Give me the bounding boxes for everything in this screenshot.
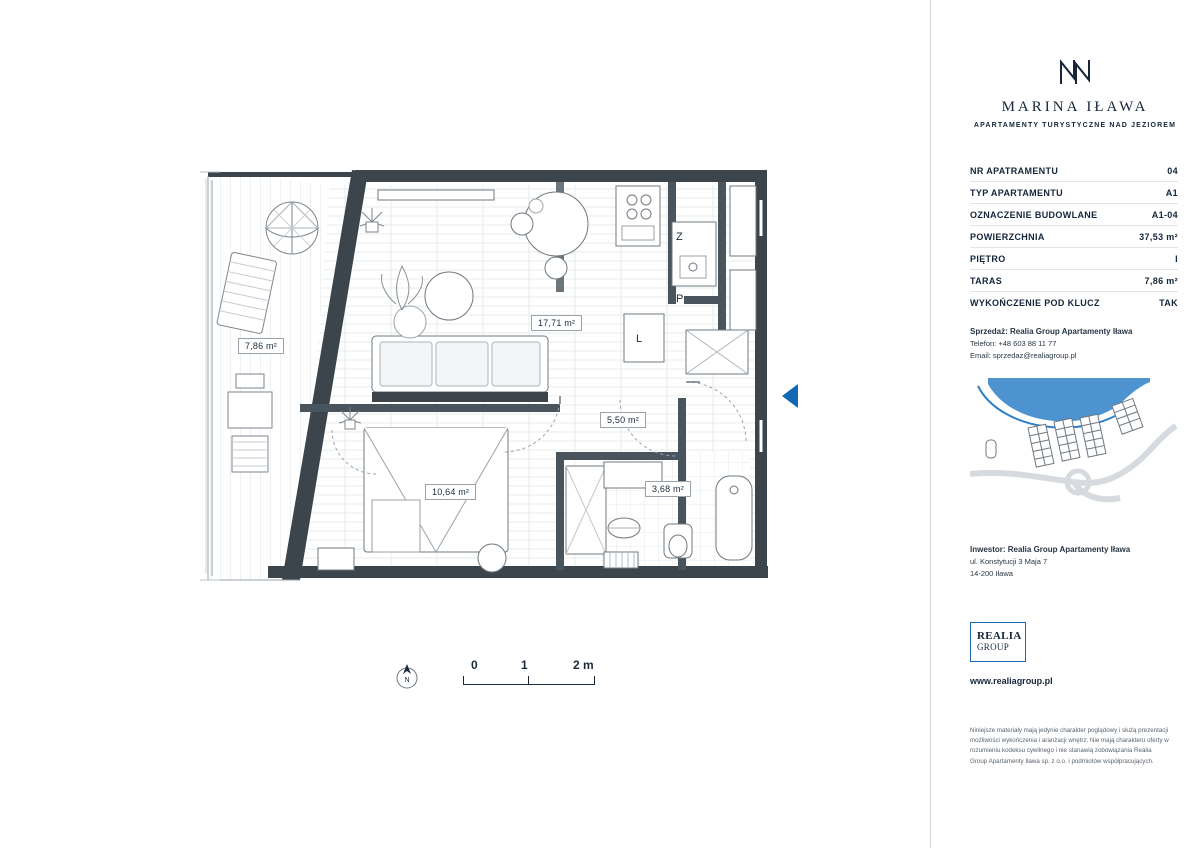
marker-washing-machine: P [676,293,684,305]
spec-row [970,160,1178,182]
marker-dishwasher: Z [676,231,683,243]
scale-label-0: 0 [471,658,478,672]
room-area-bedroom: 10,64 m² [425,484,476,500]
investor-name: Inwestor: Realia Group Apartamenty Iława [970,545,1131,554]
sales-email: Email: sprzedaz@realiagroup.pl [970,351,1077,361]
compass-icon [393,662,421,690]
vertical-divider [930,0,931,848]
spec-row [970,270,1178,292]
spec-value: I [1175,254,1178,264]
investor-street: ul. Konstytucji 3 Maja 7 [970,557,1048,567]
brand-logo [970,58,1180,129]
realia-line2: GROUP [977,642,1010,652]
sales-phone: Telefon: +48 603 88 11 77 [970,339,1057,349]
scale-ticks [463,676,595,685]
info-panel [948,0,1200,848]
sales-contact [970,326,1185,362]
spec-row [970,292,1178,313]
spec-value: A1 [1165,188,1178,198]
room-area-terrace: 7,86 m² [238,338,284,354]
marker-fridge: L [636,333,643,345]
spec-value: A1-04 [1151,210,1178,220]
spec-label: TYP APARTAMENTU [970,188,1063,198]
investor-city: 14-200 Iława [970,569,1013,579]
spec-label: OZNACZENIE BUDOWLANE [970,210,1098,220]
spec-value: TAK [1159,298,1178,308]
spec-row [970,204,1178,226]
sales-seller: Sprzedaż: Realia Group Apartamenty Iława [970,327,1133,336]
room-area-bathroom: 3,68 m² [645,481,691,497]
spec-value: 7,86 m² [1144,276,1178,286]
spec-label: NR APATRAMENTU [970,166,1059,176]
svg-text:N: N [404,677,410,684]
realia-logo-box [970,622,1026,662]
room-area-hall: 5,50 m² [600,412,646,428]
entrance-arrow-icon [782,384,798,408]
scale-bar [463,660,608,690]
realia-logo-text [971,631,1025,653]
apartment-specs [970,160,1178,313]
spec-value: 04 [1167,166,1178,176]
investor-block [970,544,1185,580]
realia-group-logo [970,622,1185,686]
spec-label: WYKOŃCZENIE POD KLUCZ [970,298,1100,308]
brand-name: MARINA IŁAWA [1001,99,1149,115]
spec-row [970,248,1178,270]
legal-disclaimer: Niniejsze materiały mają jedynie charakter poglądowy i służą prezentacji możliwości wykończenia i aranżacji wnętrz. Nie mają charakteru oferty w rozumieniu kodeksu cywilnego i nie stanawią zobowiązania Realia Group Apartamenty Iława sp. z o.o. i podmiotów współpracujących. [970,727,1169,765]
spec-label: POWIERZCHNIA [970,232,1045,242]
website-url[interactable]: www.realiagroup.pl [970,676,1053,686]
realia-line1: REALIA [977,630,1022,642]
scale-mid-tick [528,676,529,684]
scale-label-2: 2 m [573,658,594,672]
room-area-living-kitchen: 17,71 m² [531,315,582,331]
spec-label: TARAS [970,276,1003,286]
site-location-map [970,378,1182,508]
spec-label: PIĘTRO [970,254,1006,264]
brand-tagline: APARTAMENTY TURYSTYCZNE NAD JEZIOREM [973,122,1177,129]
scale-label-1: 1 [521,658,528,672]
spec-row [970,182,1178,204]
spec-value: 37,53 m² [1139,232,1178,242]
marina-monogram-icon [970,58,1180,91]
spec-row [970,226,1178,248]
